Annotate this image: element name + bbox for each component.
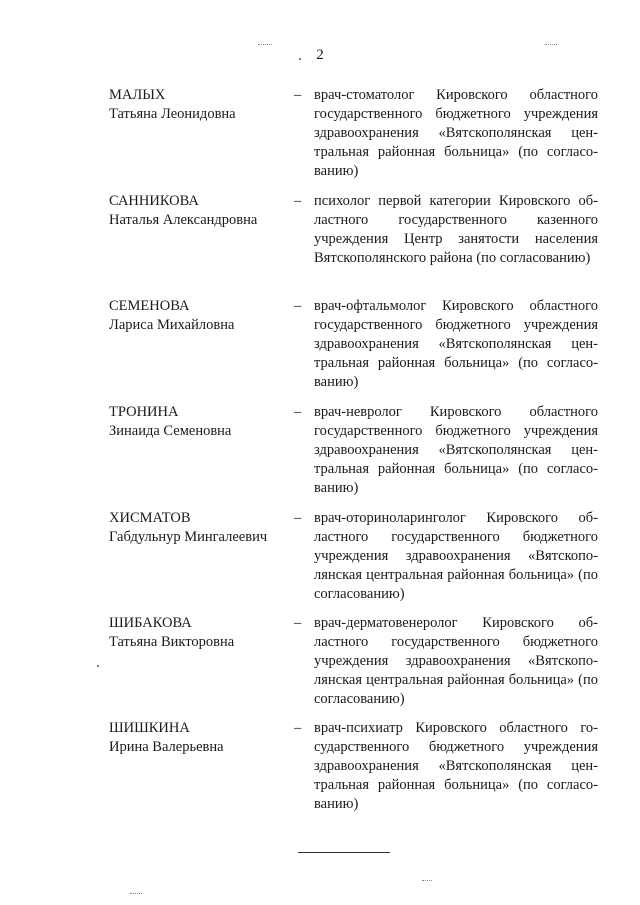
member-given-names: Ирина Валерьевна (109, 739, 224, 755)
member-surname: ХИСМАТОВ (109, 510, 191, 526)
member-role: врач-психиатр Кировского областного государственного бюджетного учреждения здравоохранения «Вятскополянская центральная районная больница» (по согласованию) (314, 720, 598, 812)
scan-speck (545, 44, 557, 45)
member-given-names: Габдульнур Мингалеевич (109, 529, 268, 545)
end-of-list-rule (298, 852, 390, 853)
member-given-names: Зинаида Семеновна (109, 423, 232, 439)
member-given-names: Татьяна Леонидовна (109, 106, 236, 122)
member-role: врач-офтальмолог Кировского областного государственного бюджетного учреждения здравоохранения «Вятскополянская центральная районная больница» (по согласованию) (314, 298, 598, 390)
page-number: 2 (316, 47, 324, 63)
member-name (109, 509, 289, 547)
member-name (109, 86, 289, 124)
dash-separator: – (294, 193, 302, 209)
member-surname: ШИШКИНА (109, 720, 190, 736)
dash-separator: – (294, 298, 302, 314)
member-name (109, 403, 289, 441)
member-name (109, 297, 289, 335)
member-name (109, 192, 289, 230)
member-surname: ШИБАКОВА (109, 615, 192, 631)
member-name (109, 614, 289, 652)
member-surname: САННИКОВА (109, 193, 199, 209)
member-surname: ТРОНИНА (109, 404, 179, 420)
member-given-names: Лариса Михайловна (109, 317, 235, 333)
member-role: врач-дерматовенеролог Кировского областного государственного бюджетного учреждения здравоохранения «Вятскополянская центральная районная больница» (по согласованию) (314, 615, 598, 707)
dash-separator: – (294, 404, 302, 420)
member-surname: МАЛЫХ (109, 87, 166, 103)
dash-separator: – (294, 720, 302, 736)
member-role: врач-оториноларинголог Кировского областного государственного бюджетного учреждения здравоохранения «Вятскополянская центральная районная больница» (по согласованию) (314, 510, 598, 602)
member-role: врач-стоматолог Кировского областного государственного бюджетного учреждения здравоохранения «Вятскополянская центральная районная больница» (по согласованию) (314, 87, 598, 179)
member-surname: СЕМЕНОВА (109, 298, 190, 314)
member-role: психолог первой категории Кировского областного государственного казенного учреждения Центр занятости населения Вятскополянского района (по согласованию) (314, 193, 598, 266)
scan-speck (130, 893, 142, 894)
member-given-names: Наталья Александровна (109, 212, 258, 228)
dash-separator: – (294, 615, 302, 631)
member-name (109, 719, 289, 757)
member-role: врач-невролог Кировского областного государственного бюджетного учреждения здравоохранения «Вятскополянская центральная районная больница» (по согласованию) (314, 404, 598, 496)
dash-separator: – (294, 510, 302, 526)
member-given-names: Татьяна Викторовна (109, 634, 235, 650)
scan-speck (422, 880, 432, 881)
scan-speck (258, 44, 272, 45)
scan-speck (97, 665, 99, 667)
dash-separator: – (294, 87, 302, 103)
